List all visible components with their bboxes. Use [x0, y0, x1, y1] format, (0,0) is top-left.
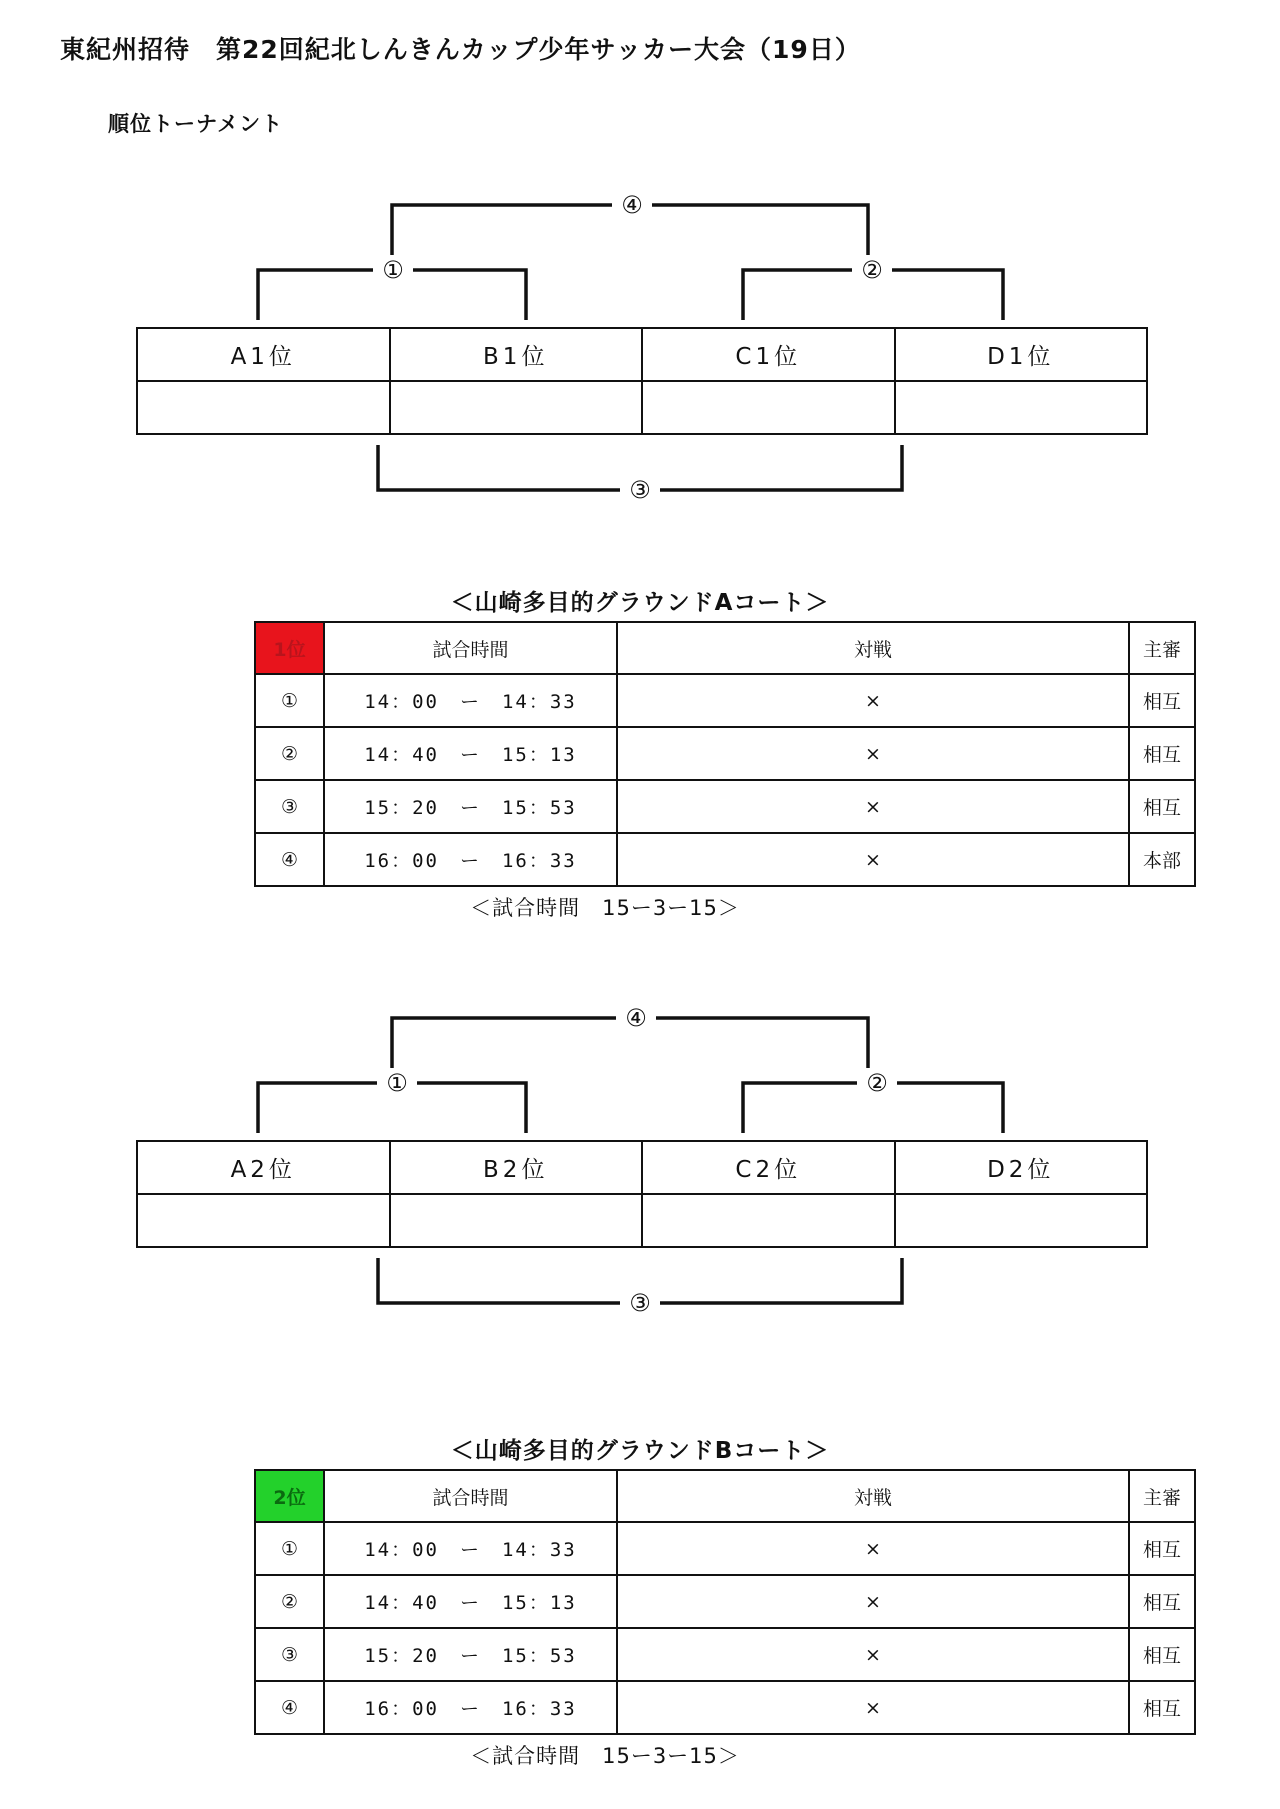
- header-match: 対戦: [617, 1470, 1129, 1522]
- match-number: ③: [255, 1628, 324, 1681]
- match-number: ④: [255, 1681, 324, 1734]
- match-referee: 相互: [1129, 1628, 1195, 1681]
- match-pairing: ×: [617, 833, 1129, 886]
- match-time: 14：40 ー 15：13: [324, 1575, 617, 1628]
- bracket-1: [0, 191, 1280, 595]
- rank-badge: 1位: [255, 622, 324, 674]
- team-name-cell: [895, 1194, 1148, 1247]
- match-pairing: ×: [617, 1681, 1129, 1734]
- match-time: 15：20 ー 15：53: [324, 780, 617, 833]
- table-row: [255, 674, 1195, 727]
- match-number: ②: [255, 1575, 324, 1628]
- match-number: ①: [255, 1522, 324, 1575]
- match-pairing: ×: [617, 674, 1129, 727]
- match-label-2: ②: [852, 255, 892, 285]
- team-slot: A1位: [137, 328, 390, 381]
- match-referee: 相互: [1129, 727, 1195, 780]
- team-name-cell: [895, 381, 1148, 434]
- match-number: ①: [255, 674, 324, 727]
- table-row: [255, 1681, 1195, 1734]
- match-referee: 相互: [1129, 780, 1195, 833]
- table-row: [255, 1575, 1195, 1628]
- match-time: 14：00 ー 14：33: [324, 674, 617, 727]
- match-label-2: ②: [857, 1068, 897, 1098]
- header-time: 試合時間: [324, 622, 617, 674]
- match-time: 15：20 ー 15：53: [324, 1628, 617, 1681]
- match-number: ②: [255, 727, 324, 780]
- team-name-cell: [137, 1194, 390, 1247]
- table-row: [255, 1522, 1195, 1575]
- match-time: 16：00 ー 16：33: [324, 1681, 617, 1734]
- rank-badge: 2位: [255, 1470, 324, 1522]
- match-referee: 相互: [1129, 1681, 1195, 1734]
- bracket-2: [0, 1004, 1280, 1408]
- team-slot: B1位: [390, 328, 643, 381]
- bracket-1-team-table: [136, 327, 1148, 435]
- table-row: [255, 1628, 1195, 1681]
- table-row: [255, 780, 1195, 833]
- match-label-4: ④: [612, 190, 652, 220]
- court-b-format: ＜試合時間 15ー3ー15＞: [470, 1744, 740, 1768]
- court-b-schedule: [254, 1469, 1196, 1735]
- match-label-4: ④: [616, 1003, 656, 1033]
- team-slot: B2位: [390, 1141, 643, 1194]
- header-referee: 主審: [1129, 1470, 1195, 1522]
- match-time: 16：00 ー 16：33: [324, 833, 617, 886]
- court-a-format: ＜試合時間 15ー3ー15＞: [470, 896, 740, 920]
- team-name-cell: [137, 381, 390, 434]
- header-time: 試合時間: [324, 1470, 617, 1522]
- match-pairing: ×: [617, 1522, 1129, 1575]
- table-row: [255, 727, 1195, 780]
- team-name-cell: [642, 381, 895, 434]
- match-pairing: ×: [617, 1575, 1129, 1628]
- match-referee: 相互: [1129, 1522, 1195, 1575]
- team-name-cell: [642, 1194, 895, 1247]
- match-number: ③: [255, 780, 324, 833]
- match-label-1: ①: [373, 255, 413, 285]
- team-slot: D1位: [895, 328, 1148, 381]
- match-number: ④: [255, 833, 324, 886]
- match-label-3: ③: [620, 475, 660, 505]
- team-name-cell: [390, 381, 643, 434]
- court-b-title: ＜山崎多目的グラウンドBコート＞: [450, 1438, 830, 1464]
- match-time: 14：00 ー 14：33: [324, 1522, 617, 1575]
- match-referee: 相互: [1129, 1575, 1195, 1628]
- match-label-1: ①: [377, 1068, 417, 1098]
- team-slot: C2位: [642, 1141, 895, 1194]
- bracket-2-team-table: [136, 1140, 1148, 1248]
- match-referee: 相互: [1129, 674, 1195, 727]
- header-match: 対戦: [617, 622, 1129, 674]
- section-subtitle: 順位トーナメント: [108, 112, 284, 136]
- team-slot: D2位: [895, 1141, 1148, 1194]
- match-time: 14：40 ー 15：13: [324, 727, 617, 780]
- match-referee: 本部: [1129, 833, 1195, 886]
- team-slot: C1位: [642, 328, 895, 381]
- header-referee: 主審: [1129, 622, 1195, 674]
- court-a-schedule: [254, 621, 1196, 887]
- team-name-cell: [390, 1194, 643, 1247]
- match-pairing: ×: [617, 1628, 1129, 1681]
- court-a-title: ＜山崎多目的グラウンドAコート＞: [450, 590, 830, 616]
- table-row: [255, 833, 1195, 886]
- match-label-3: ③: [620, 1288, 660, 1318]
- match-pairing: ×: [617, 780, 1129, 833]
- team-slot: A2位: [137, 1141, 390, 1194]
- match-pairing: ×: [617, 727, 1129, 780]
- page-title: 東紀州招待 第22回紀北しんきんカップ少年サッカー大会（19日）: [60, 35, 861, 64]
